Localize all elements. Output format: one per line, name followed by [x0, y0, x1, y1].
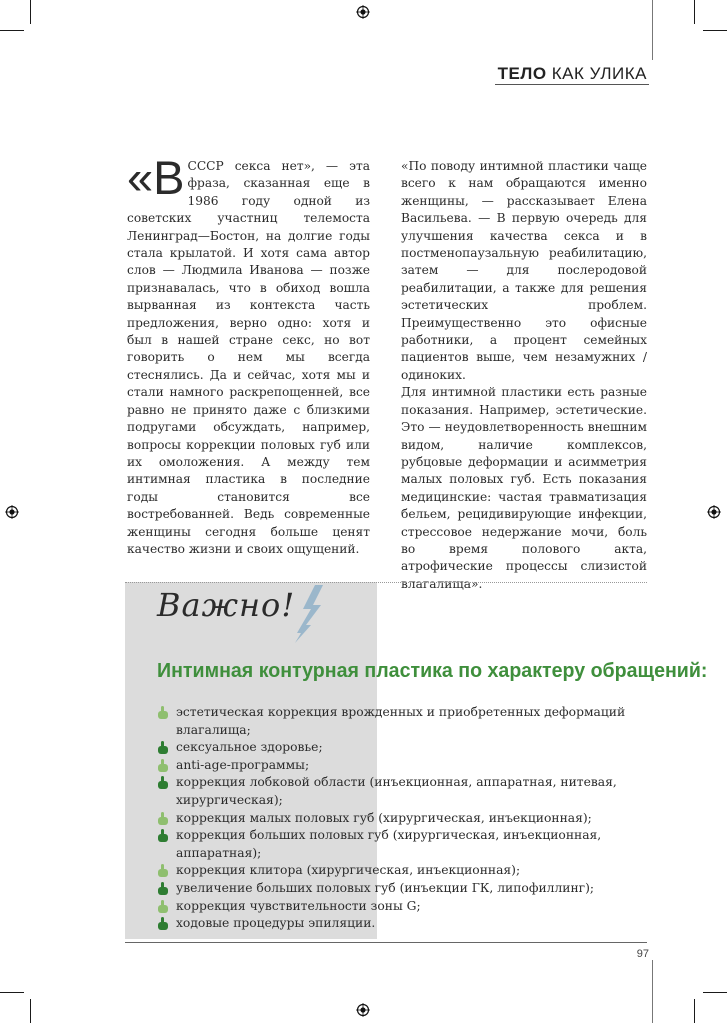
- bleed-line-right-bottom: [652, 960, 653, 1023]
- article-left-column: [127, 151, 370, 558]
- crop-mark-left-top: [0, 30, 24, 31]
- callout-dotted-rule: [125, 582, 647, 583]
- lightning-bolt-icon: [291, 583, 331, 645]
- list-item: сексуальное здоровье;: [157, 739, 647, 757]
- crop-mark-right-bottom: [703, 992, 727, 993]
- list-item: эстетическая коррекция врожденных и приобретенных деформаций влагалища;: [157, 704, 647, 739]
- bleed-line-right: [652, 0, 653, 60]
- pointing-hand-icon: [157, 864, 170, 878]
- list-item: коррекция малых половых губ (хирургическая, инъекционная);: [157, 810, 647, 828]
- list-item: anti-age-программы;: [157, 757, 647, 775]
- pointing-hand-icon: [157, 741, 170, 755]
- pointing-hand-icon: [157, 900, 170, 914]
- crop-mark-left-bottom: [0, 992, 24, 993]
- pointing-hand-icon: [157, 917, 170, 931]
- page-number: 97: [636, 948, 649, 960]
- pointing-hand-icon: [157, 829, 170, 843]
- dropcap-letter: В: [153, 151, 185, 204]
- list-item: коррекция больших половых губ (хирургическая, инъекционная, аппаратная);: [157, 827, 647, 862]
- crop-mark-top-left: [30, 0, 31, 24]
- list-item: коррекция клитора (хирургическая, инъекционная);: [157, 862, 647, 880]
- pointing-hand-icon: [157, 706, 170, 720]
- header-title-rest: КАК УЛИКА: [546, 64, 647, 83]
- intro-text: СССР секса нет», — эта фраза, сказанная еще в 1986 году одной из советских участниц телемоста Ленинград—Бостон, на долгие годы стала крылатой. И хотя сама автор слов — Людмила Иванова — позже признавалась, что в обиход вошла вырванная из контекста часть предложения, верно одно: хотя и был в нашей стране секс, но вот говорить о нем мы всегда стеснялись. Да и сейчас, хотя мы и стали намного раскрепощенней, все равно не принято даже с близкими подругами обсуждать, например, вопросы коррекции половых губ или их омоложения. А между тем интимная пластика в последние годы становится все востребованней. Ведь современные женщины сегодня больше ценят качество жизни и своих ощущений.: [127, 159, 370, 556]
- running-header: [498, 64, 647, 84]
- list-item: увеличение больших половых губ (инъекции ГК, липофиллинг);: [157, 880, 647, 898]
- crop-mark-top-right: [694, 0, 695, 24]
- pointing-hand-icon: [157, 882, 170, 896]
- quote-paragraph-2: Для интимной пластики есть разные показания. Например, эстетические. Это — неудовлетворенность внешним видом, наличие комплексов, рубцовые деформации и асимметрия малых половых губ. Есть показания медицинские: частая травматизация бельем, рецидивирующие инфекции, стрессовое недержание мочи, боль во время полового акта, атрофические процессы слизистой влагалища».: [401, 385, 647, 591]
- callout-list: [157, 704, 647, 933]
- list-item: коррекция чувствительности зоны G;: [157, 898, 647, 916]
- dropcap: [127, 151, 185, 204]
- registration-mark-right-icon: [707, 505, 721, 519]
- article-right-column: [401, 158, 647, 593]
- registration-mark-bottom-icon: [356, 1003, 370, 1017]
- pointing-hand-icon: [157, 812, 170, 826]
- header-title-bold: ТЕЛО: [497, 64, 547, 83]
- header-rule: [495, 84, 649, 85]
- pointing-hand-icon: [157, 776, 170, 790]
- opening-quote-mark: «: [127, 151, 154, 204]
- list-item: коррекция лобковой области (инъекционная, аппаратная, нитевая, хирургическая);: [157, 774, 647, 809]
- article-intro-paragraph: [127, 151, 370, 558]
- callout-heading: Интимная контурная пластика по характеру обращений:: [157, 660, 708, 682]
- crop-mark-bottom-left: [30, 999, 31, 1023]
- footer-rule: [125, 942, 647, 943]
- list-item: ходовые процедуры эпиляции.: [157, 915, 647, 933]
- callout-label: Важно!: [157, 586, 296, 624]
- pointing-hand-icon: [157, 759, 170, 773]
- registration-mark-left-icon: [5, 505, 19, 519]
- crop-mark-right-top: [703, 30, 727, 31]
- crop-mark-bottom-right: [694, 999, 695, 1023]
- registration-mark-top-icon: [356, 5, 370, 19]
- quote-paragraph-1: «По поводу интимной пластики чаще всего к нам обращаются именно женщины, — рассказывает Елена Васильева. — В первую очередь для улучшения качества секса и в постменопаузальную реабилитацию, затем — для послеродовой реабилитации, а также для решения эстетических проблем. Преимущественно это офисные работники, а процент семейных пациентов выше, чем незамужних /одиноких.: [401, 159, 647, 382]
